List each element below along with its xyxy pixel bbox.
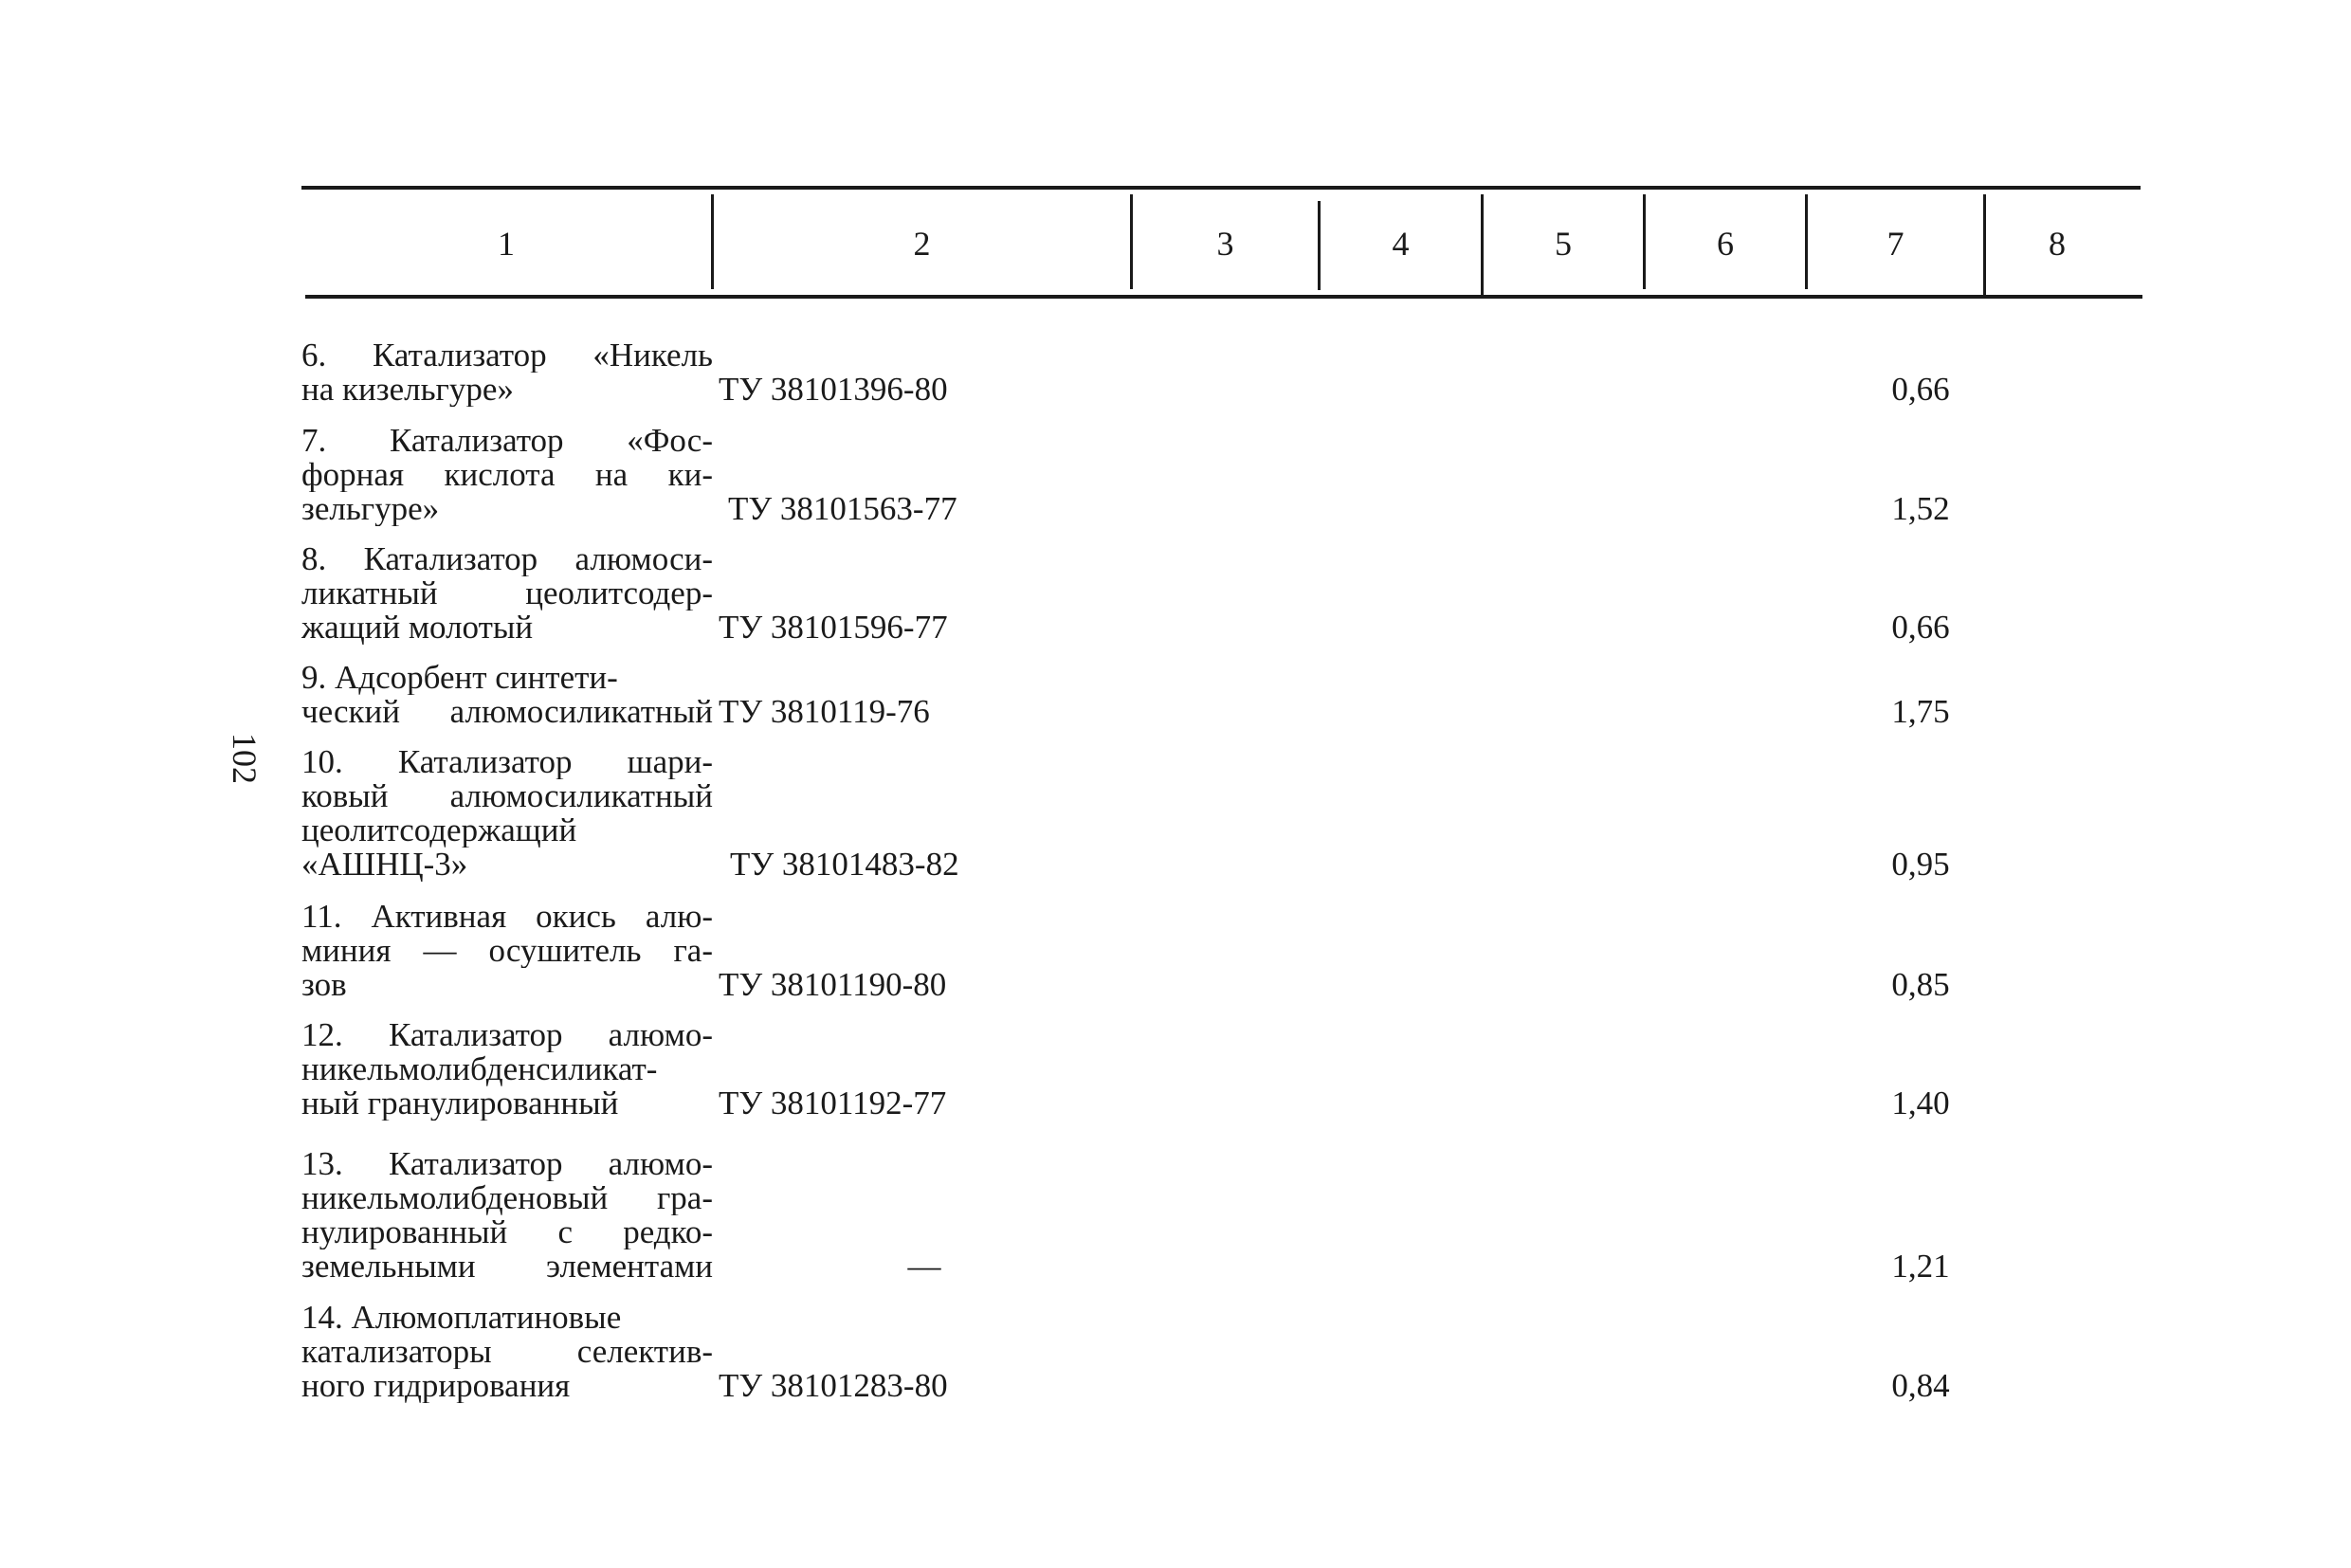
row-spec: ТУ 38101190-80 — [719, 966, 947, 1003]
row-value-col7: 0,84 — [1891, 1367, 1950, 1404]
row-spec: ТУ 38101283-80 — [719, 1367, 948, 1404]
row-value-col7: 0,66 — [1891, 371, 1950, 408]
row-value-col7: 1,75 — [1891, 693, 1950, 730]
row-value-col7: 0,85 — [1891, 966, 1950, 1003]
row-spec: ТУ 38101596-77 — [719, 609, 948, 646]
row-name-line: земельными элементами — [301, 1249, 713, 1284]
row-spec: — — [907, 1248, 941, 1285]
row-name-line: «АШНЦ-3» — [301, 848, 468, 882]
row-name-line: 9. Адсорбент синтети- — [301, 661, 618, 695]
page-number: 102 — [226, 733, 264, 784]
column-header-1: 1 — [498, 225, 515, 263]
column-header-4: 4 — [1392, 225, 1410, 263]
row-name-line: 13. Катализатор алюмо- — [301, 1147, 713, 1181]
row-name-line: 7. Катализатор «Фос- — [301, 424, 713, 458]
row-value-col7: 1,21 — [1891, 1248, 1950, 1285]
row-value-col7: 0,95 — [1891, 846, 1950, 883]
row-name-line: жащий молотый — [301, 611, 534, 645]
row-name — [301, 900, 713, 1002]
row-name-line: 8. Катализатор алюмоси- — [301, 542, 713, 576]
table-header-bottom-rule — [305, 295, 2142, 299]
row-name-line: ковый алюмосиликатный — [301, 779, 713, 813]
row-name-line: никельмолибденовый гра- — [301, 1181, 713, 1215]
column-header-7: 7 — [1886, 225, 1904, 263]
row-name-line: 6. Катализатор «Никель — [301, 338, 713, 373]
row-value-col7: 0,66 — [1891, 609, 1950, 646]
row-name — [301, 1301, 713, 1403]
row-name-line: ный гранулированный — [301, 1086, 619, 1121]
row-name-line: ного гидрирования — [301, 1369, 571, 1403]
row-name-line: нулированный с редко- — [301, 1215, 713, 1249]
row-name-line: катализаторы селектив- — [301, 1335, 713, 1369]
row-name-line: цеолитсодержащий — [301, 813, 577, 848]
row-name-line: зов — [301, 968, 347, 1002]
row-name — [301, 542, 713, 645]
row-spec: ТУ 38101483-82 — [730, 846, 959, 883]
row-name — [301, 1147, 713, 1284]
row-name-line: 11. Активная окись алю- — [301, 900, 713, 934]
table-top-rule — [301, 186, 2141, 190]
row-name-line: 10. Катализатор шари- — [301, 745, 713, 779]
row-name-line: миния — осушитель га- — [301, 934, 713, 968]
row-name-line: на кизельгуре» — [301, 373, 514, 407]
row-spec: ТУ 38101192-77 — [719, 1085, 947, 1121]
row-name-line: ликатный цеолитсодер- — [301, 576, 713, 611]
row-name — [301, 338, 713, 407]
column-header-2: 2 — [913, 225, 931, 263]
column-header-5: 5 — [1555, 225, 1572, 263]
row-name — [301, 1018, 713, 1121]
column-header-6: 6 — [1717, 225, 1734, 263]
row-value-col7: 1,52 — [1891, 490, 1950, 527]
row-spec: ТУ 38101563-77 — [728, 490, 957, 527]
row-name-line: ческий алюмосиликатный — [301, 695, 713, 729]
row-name-line: 12. Катализатор алюмо- — [301, 1018, 713, 1052]
row-name — [301, 661, 713, 729]
row-spec: ТУ 3810119-76 — [719, 693, 930, 730]
row-name — [301, 424, 713, 526]
row-name-line: зельгуре» — [301, 492, 440, 526]
row-name-line: никельмолибденсиликат- — [301, 1052, 658, 1086]
row-name-line: форная кислота на ки- — [301, 458, 713, 492]
row-name — [301, 745, 713, 882]
column-header-8: 8 — [2049, 225, 2066, 263]
column-header-3: 3 — [1216, 225, 1234, 263]
row-value-col7: 1,40 — [1891, 1085, 1950, 1121]
row-spec: ТУ 38101396-80 — [719, 371, 948, 408]
row-name-line: 14. Алюмоплатиновые — [301, 1301, 622, 1335]
